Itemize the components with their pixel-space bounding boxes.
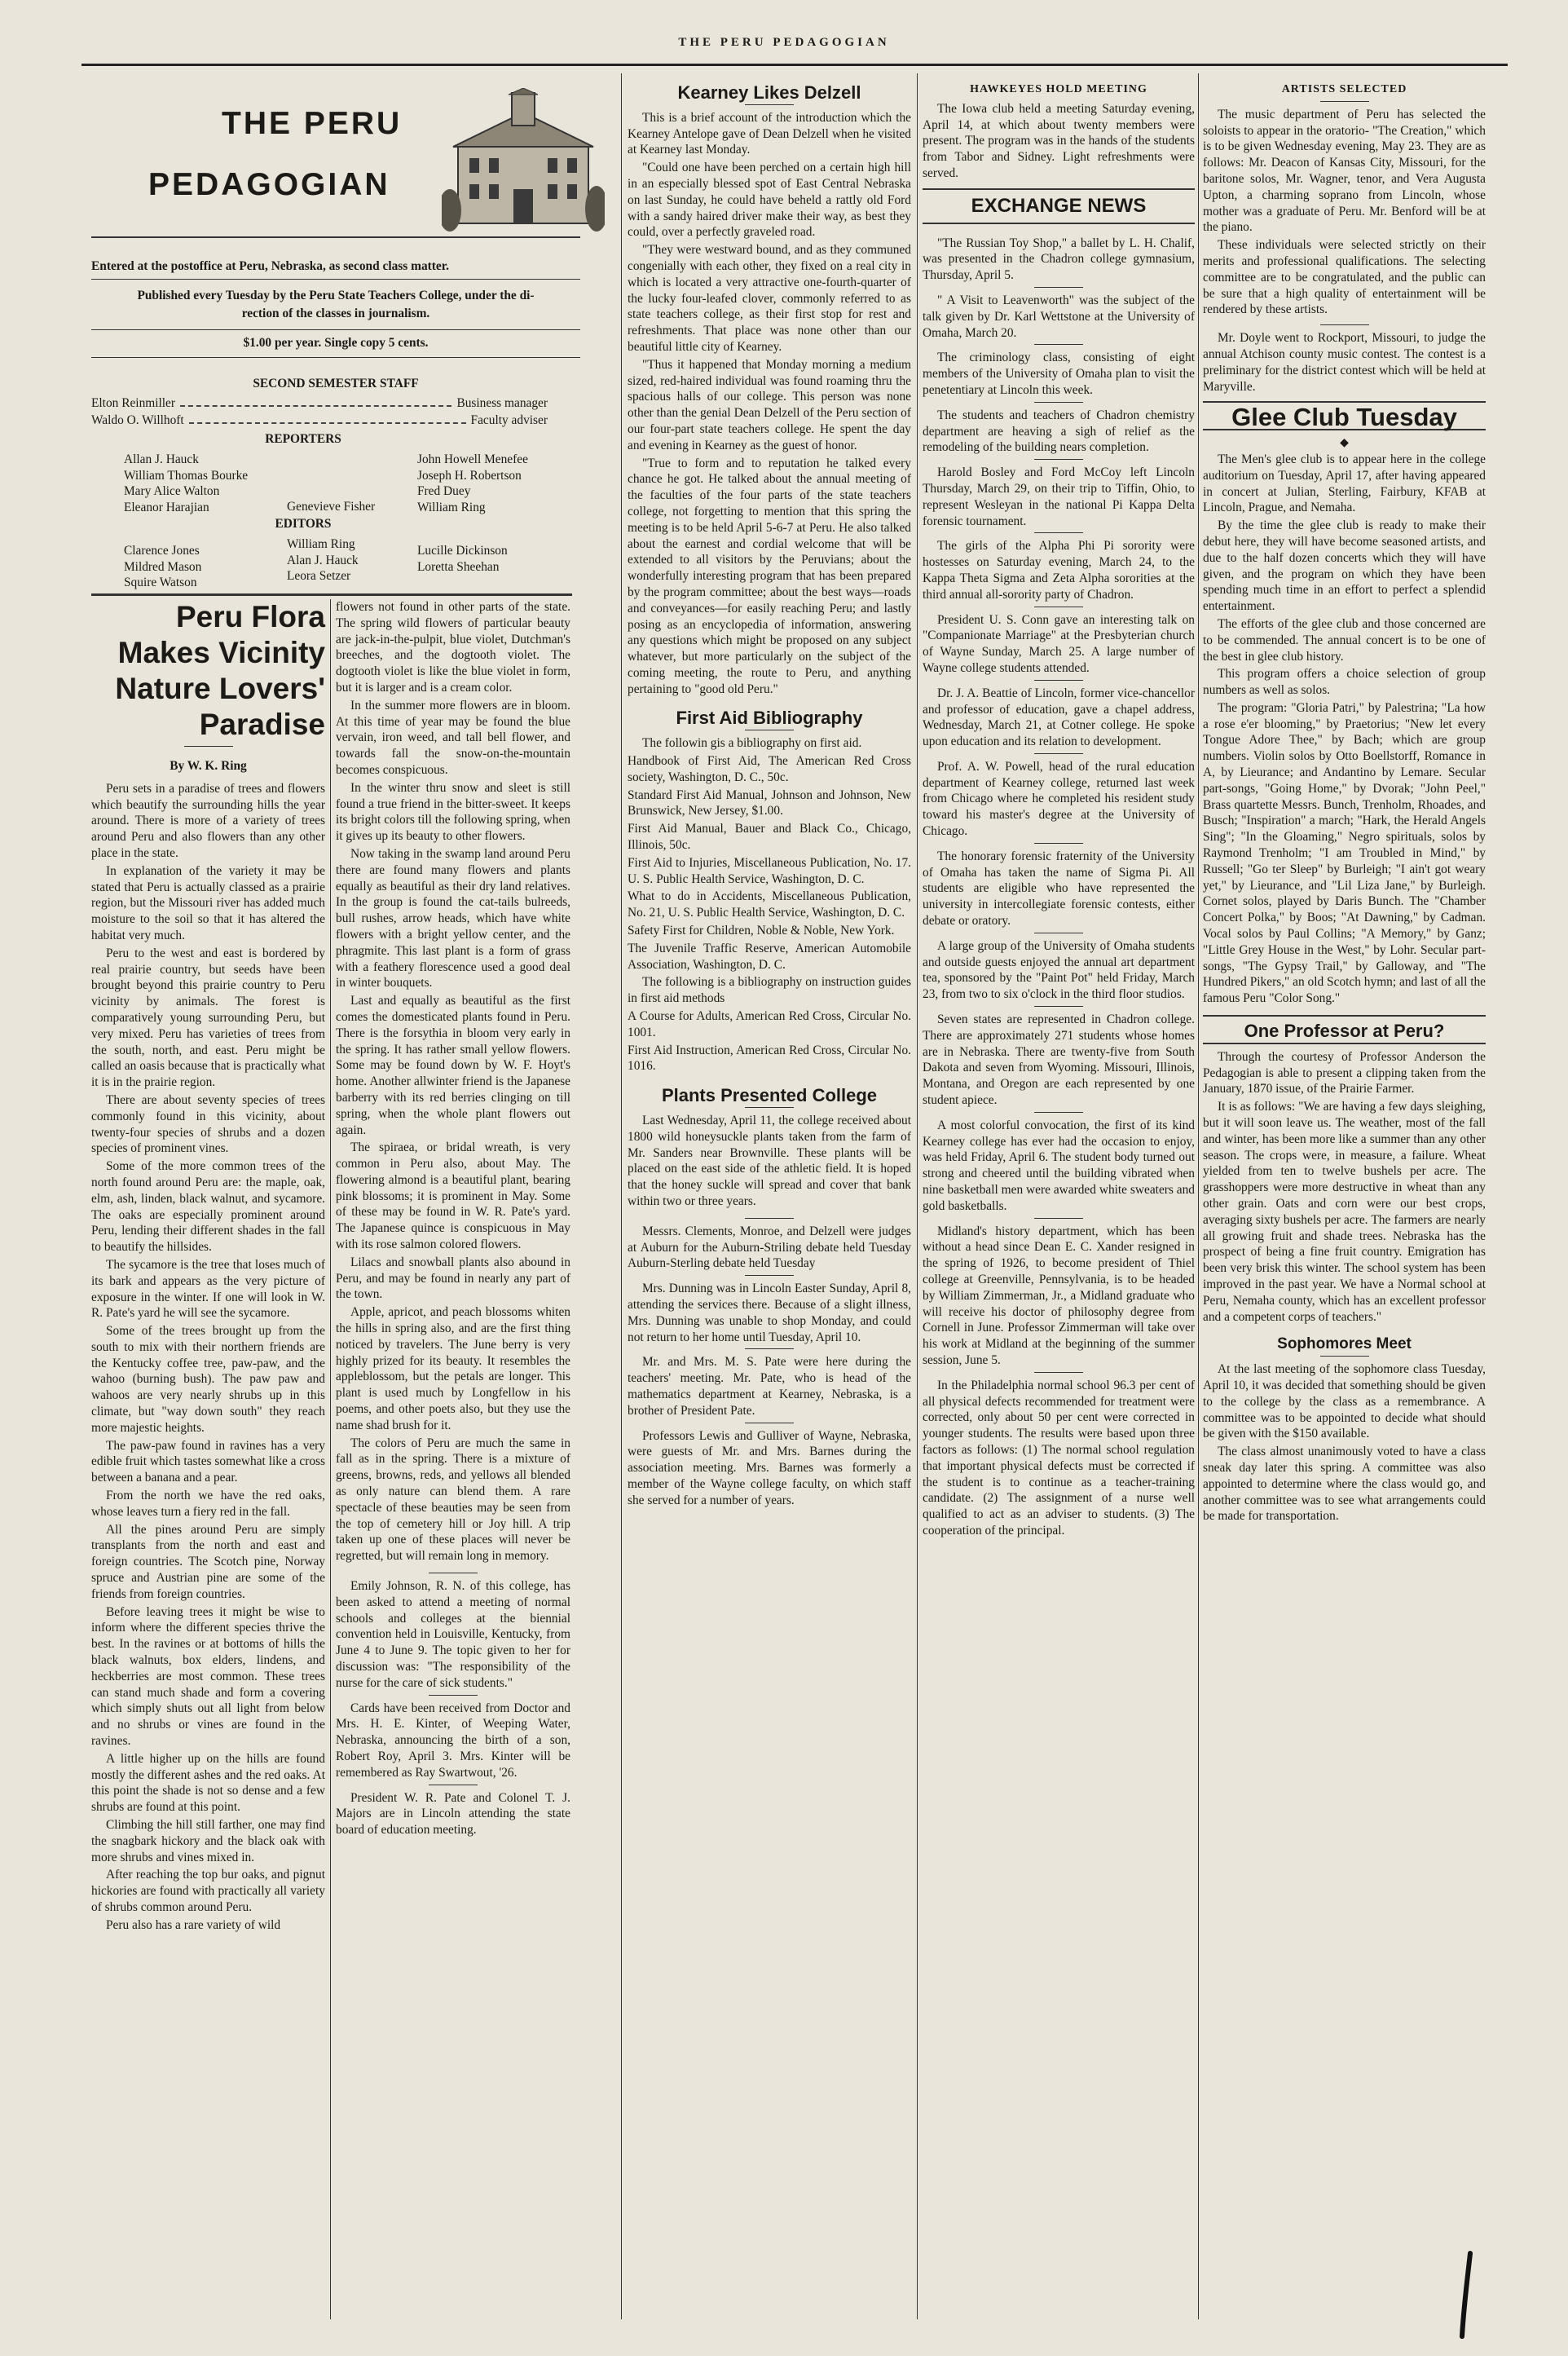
article-paragraph: "Thus it happened that Monday morning a medium sized, red-haired individual was found roaming thru the spacious halls of our college. This person was none other than the genial Dean Delzell of the Peru section of our four-part state teachers college. He spent the day and evening in Kearney as the guest of honor. bbox=[628, 357, 911, 452]
article-headline: Kearney Likes Delzell bbox=[677, 82, 861, 103]
article-headline: Glee Club Tuesday bbox=[1231, 403, 1457, 432]
exchange-item: The students and teachers of Chadron chemistry department are heaving a sigh of relief as the remodeling of the building nears completion. bbox=[923, 408, 1195, 455]
masthead-rule bbox=[91, 236, 580, 238]
exchange-item: " A Visit to Leavenworth" was the subject of the talk given by Dr. Karl Wettstone at the University of Omaha, March 20. bbox=[923, 293, 1195, 340]
bibliography-entry: The Juvenile Traffic Reserve, American Automobile Association, Washington, D. C. bbox=[628, 941, 911, 972]
article-paragraph: It is as follows: "We are having a few days sleighing, but it will soon leave us. The weather, most of the fall and winter, has been more like a summer than any other season. The crops were, in measure, a failure. Wheat yielded from ten to twelve bushels per acre. The grasshoppers were more destructive in wheat than any other grain. Oats and corn were our best crops, averaging sixty bushels per acre. The farmers are nearly all growing fruit and shade trees. Nebraska has the prospect of being a fine fruit country. Emigration has been very brisk this winter. The school system has been improved in the past year. We have a Normal school at Peru, Nemaha county, which has an excellent professor and a competent corps of teachers." bbox=[1203, 1100, 1486, 1324]
reporter-name: William Ring bbox=[417, 500, 486, 514]
article-headline: First Aid Bibliography bbox=[676, 708, 863, 729]
article-headline: HAWKEYES HOLD MEETING bbox=[970, 83, 1147, 95]
exchange-item: Prof. A. W. Powell, head of the rural education department of Kearney college, returned last week from Chicago where he completed his resident study toward his master's degree at the University of Chicago. bbox=[923, 759, 1195, 839]
article-paragraph: After reaching the top bur oaks, and pignut hickories are found with practically all variety of shrubs common around Peru. bbox=[91, 1868, 325, 1914]
editor-name: Loretta Sheehan bbox=[417, 559, 500, 574]
section-headline: EXCHANGE NEWS bbox=[971, 194, 1147, 217]
article-paragraph: The spiraea, or bridal wreath, is very common in Peru also, about May. The flowering almond is a beautiful plant, bearing pink blossoms; it is prominent in May. Some of these may be found in W. R. Pate's yard. The Japanese quince is conspicuous in May with its rose salmon colored flowers. bbox=[336, 1140, 570, 1252]
running-head: THE PERU PEDAGOGIAN bbox=[678, 36, 890, 49]
article-headline: One Professor at Peru? bbox=[1244, 1021, 1445, 1042]
article-paragraph: These individuals were selected strictly on their merits and professional qualifications. The selecting committee are to be congratulated, and the public can be sure that a high quality of entertainment will be rendered by these artists. bbox=[1203, 238, 1486, 317]
column-2 bbox=[336, 599, 570, 1840]
column-1 bbox=[91, 599, 325, 1935]
exchange-item: Dr. J. A. Beattie of Lincoln, former vice-chancellor and professor of education, gave a chapel address, Wednesday, March 21, at Cotner college. He spoke upon education and its relation to development. bbox=[923, 686, 1195, 749]
staff-heading: SECOND SEMESTER STAFF bbox=[253, 377, 419, 390]
header-rule bbox=[81, 64, 1508, 66]
exchange-item: Seven states are represented in Chadron college. There are approximately 271 students whose homes are in Nebraska. There are twenty-five from South Dakota and seven from Wyoming. Missouri, Illinois, Montana, and Oregon are each represented by one student apiece. bbox=[923, 1013, 1195, 1108]
bibliography-entry: Standard First Aid Manual, Johnson and Johnson, New Brunswick, New Jersey, $1.00. bbox=[628, 788, 911, 818]
entry-notice: Entered at the postoffice at Peru, Nebraska, as second class matter. bbox=[91, 259, 450, 273]
article-byline: By W. K. Ring bbox=[170, 759, 247, 773]
reporter-name: Genevieve Fisher bbox=[287, 500, 376, 514]
bibliography-entry: Safety First for Children, Noble & Noble, New York. bbox=[628, 924, 895, 938]
reporter-name: Mary Alice Walton bbox=[124, 484, 220, 499]
article-paragraph: Before leaving trees it might be wise to inform where the different species thrive the best. In the ravines or at bottoms of hills the black walnuts, box elders, lindens, and heckberries are most common. These trees can stand much shade and form a covering which simply shuts out all light from below and no shrubs or vines are found in the ravines. bbox=[91, 1604, 325, 1749]
masthead-bottom-rule bbox=[91, 593, 572, 596]
article-paragraph: The class almost unanimously voted to have a class sneak day later this spring. A committee was also appointed to determine where the class would go, and another committee was to see what arrangements could be made for transportation. bbox=[1203, 1445, 1486, 1524]
masthead-rule bbox=[91, 329, 580, 330]
bibliography-entry: First Aid Manual, Bauer and Black Co., Chicago, Illinois, 50c. bbox=[628, 822, 911, 853]
exchange-item: The criminology class, consisting of eight members of the University of Omaha plan to visit the penetentiary at Lincoln this week. bbox=[923, 351, 1195, 397]
exchange-item: Harold Bosley and Ford McCoy left Lincoln Thursday, March 29, on their trip to Tiffin, Ohio, to represent Wesleyan in the national Pi Kappa Delta forensic tournament. bbox=[923, 465, 1195, 528]
reporter-name: Allan J. Hauck bbox=[124, 452, 199, 466]
editor-name: Squire Watson bbox=[124, 576, 197, 590]
article-paragraph: Apple, apricot, and peach blossoms whiten the hills in spring also, and are the first thing noticed by travelers. The June berry is very highly prized for its beauty. It resembles the appleblossom, but the petals are longer. This plant is used much by Longfellow in his poems, and other poets also, but they use the name shad brush for it. bbox=[336, 1305, 570, 1432]
column-rule bbox=[330, 599, 331, 2319]
article-paragraph: Some of the more common trees of the north found around Peru are: the maple, oak, elm, ash, linden, black walnut, and sycamore. The oaks are especially prominent around Peru, lending their different shades in the fall to beautify the hillsides. bbox=[91, 1159, 325, 1255]
article-paragraph: In the summer more flowers are in bloom. At this time of year may be found the blue vervain, iron weed, and tall bell flower, and towards fall the snow-on-the-mountain becomes conspicuous. bbox=[336, 698, 570, 777]
subscription-price: $1.00 per year. Single copy 5 cents. bbox=[243, 336, 429, 350]
article-paragraph: "They were westward bound, and as they communed congenially with each other, they fixed on a real city in which is located a very attractive one-fourth-quarter of the lucky four-leafed clover, commonly referred to as state teachers college, as their first stop for rest and refreshments. That place was none other than our beautiful little city of Kearney. bbox=[628, 243, 911, 354]
exchange-item: President U. S. Conn gave an interesting talk on "Companionate Marriage" at the Presbyterian church of Wayne Sunday, March 25. A large number of Wayne college students attended. bbox=[923, 612, 1195, 675]
article-headline: ARTISTS SELECTED bbox=[1281, 83, 1407, 95]
column-rule bbox=[1198, 73, 1199, 2319]
article-paragraph: The sycamore is the tree that loses much of its bark and appears as the very picture of exposure in the winter. If one will look in W. R. Pate's yard he will see the sycamore. bbox=[91, 1257, 325, 1321]
news-item: Cards have been received from Doctor and Mrs. H. E. Kinter, of Weeping Water, Nebraska, announcing the birth of a son, Robert Roy, April 3. Mrs. Kinter will be remembered as Ray Swartwout, '26. bbox=[336, 1701, 570, 1780]
exchange-item: The honorary forensic fraternity of the University of Omaha has taken the name of Sigma Pi. All students are eligible who have represented the university in intercollegiate forensic contests, either debate or oratory. bbox=[923, 849, 1195, 929]
masthead-rule bbox=[91, 357, 580, 358]
publication-notice: rection of the classes in journalism. bbox=[241, 307, 430, 320]
article-paragraph: In the winter thru snow and sleet is still found a true friend in the bitter-sweet. It keeps its bright colors till the following spring, when it gives up its beauty to other flowers. bbox=[336, 780, 570, 844]
column-rule bbox=[917, 73, 918, 2319]
article-paragraph: The program: "Gloria Patri," by Palestrina; "La how a rose e'er blooming," by Praetorius; "New let every Tongue Adore Thee," by Bach; which are group numbers. Violin solos by Otto Boellstorff, Romance in A, by Lieurance; and Andantino by Lemare. Secular part-songs, "Going Home," by Dvorak; "John Peel," Brass quartette Messrs. Bunch, Trenholm, Rhoades, and Busch; "Inspiration" a march; "Hark, the Herald Angels Sing"; "In the Gloaming," Negro spirituals, solos by Raymond Trenholm; "I am Troubled in Mind," by Russell; "Go ter Sleep" by Burleigh; "I ain't got weary yet," by Lieurance, and "Lil Liza Jane," by Burleigh. Cornet solos, played by Daris Bunch. The "Chamber Concert Polka," by Boos; "At Dawning," by Cadman. Vocal solos by Paul Collins; "A Memory," by Ganz; "Little Grey House in the West," by Lohr. Secular part-songs, "The Gypsy Trail," by Galloway, and "The Hundred Pikers," an old Scotch hymn; and last of all the famous Peru "Color Song." bbox=[1203, 700, 1486, 1006]
bibliography-entry: First Aid to Injuries, Miscellaneous Publication, No. 17. U. S. Public Health Service, Washington, D. C. bbox=[628, 855, 911, 886]
news-item: Professors Lewis and Gulliver of Wayne, Nebraska, were guests of Mr. and Mrs. Barnes during the association meeting. Mrs. Barnes was formerly a member of the Wayne college faculty, on which staff she served for a number of years. bbox=[628, 1428, 911, 1507]
article-paragraph: All the pines around Peru are simply transplants from the north and east and foreign countries. The Scotch pine, Norway spruce and Austrian pine are some of the friends from foreign countries. bbox=[91, 1522, 325, 1601]
staff-role: Business manager bbox=[456, 396, 548, 410]
college-building-illustration bbox=[442, 88, 605, 232]
article-paragraph: The paw-paw found in ravines has a very edible fruit which tastes somewhat like a cross between a banana and a pear. bbox=[91, 1438, 325, 1485]
exchange-item: Midland's history department, which has been without a head since Dean E. C. Xander resigned in the spring of 1926, to become president of Thiel college at Greenville, Pennsylvania, is to be headed by William Zimmerman, Jr., a Midland graduate who will receive his doctor of philosophy degree from Cornell in June. Professor Zimmerman will take over his work at Midland at the beginning of the summer session, June 5. bbox=[923, 1224, 1195, 1367]
reporter-name: Eleanor Harajian bbox=[124, 500, 209, 514]
article-paragraph: This is a brief account of the introduction which the Kearney Antelope gave of Dean Delzell when he visited at Kearney last Monday. bbox=[628, 110, 911, 157]
reporter-name: John Howell Menefee bbox=[417, 452, 528, 466]
news-item: Messrs. Clements, Monroe, and Delzell were judges at Auburn for the Auburn-Striling debate held Tuesday Auburn-Sterling debate held Tuesday bbox=[628, 1224, 911, 1271]
article-paragraph: Lilacs and snowball plants also abound in Peru, and may be found in nearly any part of the town. bbox=[336, 1255, 570, 1302]
column-rule bbox=[621, 73, 622, 2319]
news-item: Mr. and Mrs. M. S. Pate were here during the teachers' meeting. Mr. Pate, who is head of the mathematics department at Kearney, Nebraska, is a brother of President Pate. bbox=[628, 1355, 911, 1418]
article-paragraph: Climbing the hill still farther, one may find the snagbark hickory and the black oak with more shrubs and vines mixed in. bbox=[91, 1818, 325, 1864]
column-3 bbox=[628, 78, 911, 1511]
ink-mark bbox=[1456, 2250, 1480, 2340]
reporters-heading: REPORTERS bbox=[265, 432, 341, 446]
reporter-name: Joseph H. Robertson bbox=[417, 468, 522, 483]
bibliography-entry: What to do in Accidents, Miscellaneous Publication, No. 21, U. S. Public Health Service, Washington, D. C. bbox=[628, 889, 911, 920]
staff-name: Waldo O. Willhoft bbox=[91, 413, 184, 427]
article-paragraph: The Iowa club held a meeting Saturday evening, April 14, at which about twenty members were present. The program was in the hands of the students from Tabor and Sidney. Light refreshments were served. bbox=[923, 101, 1195, 180]
staff-row bbox=[91, 396, 548, 411]
article-paragraph: The efforts of the glee club and those concerned are to be commended. The annual concert is to be one of the best in glee club history. bbox=[1203, 616, 1486, 664]
article-paragraph: From the north we have the red oaks, whose leaves turn a fiery red in the fall. bbox=[91, 1489, 325, 1519]
bibliography-entry: The followin gis a bibliography on first aid. bbox=[642, 736, 862, 751]
news-item: Mr. Doyle went to Rockport, Missouri, to judge the annual Atchison county music contest. The contest is a preliminary for the district contest which will be held at Maryville. bbox=[1203, 331, 1486, 394]
article-paragraph: In explanation of the variety it may be stated that Peru is actually classed as a prairie region, but the Missouri river has added much moisture to the soil so that it has altered the habitat very much. bbox=[91, 863, 325, 942]
article-paragraph: Last and equally as beautiful as the first comes the domesticated plants found in Peru. There is the forsythia in bloom very early in the spring. It has rather small yellow flowers. Some may be found down by W. F. Hoyt's home. Another allwinter friend is the Japanese barberry with its red berries clinging on till spring, when the whole plant flowers out again. bbox=[336, 994, 570, 1137]
article-paragraph: Some of the trees brought up from the south to mix with their northern friends are the Kentucky coffee tree, paw-paw, and the wahoo (burning bush). The paw paw and wahoos are very nearly shrubs up in this climate, but "way down south" they reach more majestic heights. bbox=[91, 1324, 325, 1435]
article-headline: Sophomores Meet bbox=[1277, 1335, 1412, 1353]
article-paragraph: By the time the glee club is ready to make their debut here, they will have become seasoned artists, and due to the half dozen concerts which they will have given, and the program on which they have been spending much time in an effort to perfect a splendid entertainment. bbox=[1203, 518, 1486, 614]
article-paragraph: A little higher up on the hills are found mostly the different ashes and the red oaks. At this point the shade is not so dense and a few shrubs are found at this point. bbox=[91, 1751, 325, 1815]
publication-notice: Published every Tuesday by the Peru State Teachers College, under the di- bbox=[137, 289, 535, 302]
masthead-rule bbox=[91, 279, 580, 280]
exchange-item: A large group of the University of Omaha students and outside guests enjoyed the annual art department tea, sponsored by the "Paint Pot" held Friday, March 23, from two to six o'clock in the third floor studios. bbox=[923, 938, 1195, 1002]
masthead bbox=[91, 82, 580, 599]
staff-name: Elton Reinmiller bbox=[91, 396, 176, 410]
article-paragraph: "Could one have been perched on a certain high hill in an especially blessed spot of East Central Nebraska on last Sunday, he could have beheld a rattly old Ford with a sandy haired driver make their way, as best they could, over a perfectly graveled road. bbox=[628, 161, 911, 240]
editor-name: William Ring bbox=[287, 537, 355, 551]
article-paragraph: The Men's glee club is to appear here in the college auditorium on Tuesday, April 17, after having appeared in concert at Julian, Sterling, Fairbury, KFAB at Lincoln, Prague, and Nemaha. bbox=[1203, 452, 1486, 515]
column-4 bbox=[923, 78, 1195, 1541]
article-paragraph: Peru also has a rare variety of wild bbox=[106, 1917, 281, 1932]
editor-name: Mildred Mason bbox=[124, 559, 202, 574]
staff-role: Faculty adviser bbox=[470, 413, 548, 427]
article-paragraph: "True to form and to reputation he talked every chance he got. He talked about the annual meeting of the faculties of the four parts of the state teachers college, not forgetting to mention that this spring the meeting is to be held April 5-6-7 at Peru. He also talked about the earnest and cordial welcome that will be extended to all visitors by the Peruvians; about the wonderfully interesting program that has been prepared by the program committee; about the best ways—roads and conveyances—for easily reaching Peru; and lastly posing as an encyclopedia of information, answering any questions which might be proposed on any subject whatever, but more particularly on the subject of the coming meeting, the route to Peru, and anything pertaining to "good old Peru." bbox=[628, 456, 911, 696]
exchange-item: A most colorful convocation, the first of its kind Kearney college has ever had the occasion to enjoy, was held Friday, April 6. The student body turned out strong and cheered until the building vibrated when nine basketball men were awarded white sweaters and gold basketballs. bbox=[923, 1118, 1195, 1213]
bibliography bbox=[628, 735, 911, 1074]
article-paragraph: Through the courtesy of Professor Anderson the Pedagogian is able to present a clipping taken from the January, 1870 issue, of the Prairie Farmer. bbox=[1203, 1049, 1486, 1096]
news-item: Mrs. Dunning was in Lincoln Easter Sunday, April 8, attending the services there. Because of a slight illness, Mrs. Dunning was unable to shop Monday, and could not return to her home until Tuesday, April 10. bbox=[628, 1282, 911, 1344]
article-paragraph: Last Wednesday, April 11, the college received about 1800 wild honeysuckle plants taken from the farm of Mr. Sanders near Brownville. These plants will be placed on the east side of the athletic field. It is hoped that the honey suckle will spread and cover that bank within two or three years. bbox=[628, 1114, 911, 1208]
masthead-title: THE PERU bbox=[222, 106, 403, 141]
editor-name: Clarence Jones bbox=[124, 544, 200, 558]
reporter-name: Fred Duey bbox=[417, 484, 471, 499]
article-paragraph: Peru sets in a paradise of trees and flowers which beautify the surrounding hills the year around. There is more of a variety of trees around Peru and also flowers than any other place in the state. bbox=[91, 781, 325, 860]
column-5 bbox=[1203, 78, 1486, 1526]
news-item: President W. R. Pate and Colonel T. J. Majors are in Lincoln attending the state board of education meeting. bbox=[336, 1790, 570, 1838]
article-paragraph: The colors of Peru are much the same in fall as in the spring. There is a mixture of greens, browns, reds, and yellows all blended as only nature can blend them. A rare spectacle of these beauties may be seen from the top of cemetery hill or Joy hill. A trip taken up one of these places will never be regretted, but will remain long in memory. bbox=[336, 1436, 570, 1564]
editors-heading: EDITORS bbox=[275, 517, 332, 531]
bibliography-entry: Handbook of First Aid, The American Red Cross society, Washington, D. C., 50c. bbox=[628, 754, 911, 784]
editor-name: Alan J. Hauck bbox=[287, 553, 359, 567]
news-item: Emily Johnson, R. N. of this college, has been asked to attend a meeting of normal schools and colleges at the biennial convention held in Louisville, Kentucky, from June 4 to June 9. The topic given to her for discussion was: "The responsibility of the nurse for the care of sick students." bbox=[336, 1579, 570, 1690]
article-paragraph: There are about seventy species of trees commonly found in this vicinity, about twenty-four species of shrubs and a dozen species of prominent vines. bbox=[91, 1092, 325, 1156]
article-paragraph: Peru to the west and east is bordered by real prairie country, but seeds have been brought beyond this prairie country to Peru vicinity by animals. The forest is comparatively young surrounding Peru, but very mixed. Peru has varieties of trees from the south, north, and east. Peru might be called an oasis because that is practically what it is in the prairie region. bbox=[91, 946, 325, 1090]
reporter-name: William Thomas Bourke bbox=[124, 468, 249, 483]
exchange-item: "The Russian Toy Shop," a ballet by L. H. Chalif, was presented in the Chadron college gymnasium, Thursday, April 5. bbox=[923, 236, 1195, 283]
article-paragraph: The music department of Peru has selected the soloists to appear in the oratorio- "The Creation," which is to be given Wednesday evening, May 23. They are as follows: Mr. Deacon of Kansas City, Missouri, for the baritone solos, Mr. Wagner, tenor, and Vera Augusta Upton, a charming soprano from Lincoln, whose mother was a graduate of Peru. Mr. Benford will be at the piano. bbox=[1203, 107, 1486, 235]
bibliography-entry: The following is a bibliography on instruction guides in first aid methods bbox=[628, 975, 911, 1006]
ornament-icon: ◆ bbox=[1340, 437, 1349, 450]
masthead-title: PEDAGOGIAN bbox=[148, 167, 390, 202]
exchange-item: In the Philadelphia normal school 96.3 per cent of all physical defects recommended for treatment were corrected, only about 50 per cent were corrected in younger students. The results were based upon three factors as follows: (1) The normal school regulation that important physical defects must be corrected if the student is to continue as a teacher-training candidate. (2) The assignment of a nurse well qualified to act as an adviser to students. (3) The cooperation of the principal. bbox=[923, 1378, 1195, 1538]
article-headline: Peru Flora Makes Vicinity Nature Lovers' Paradise bbox=[115, 600, 325, 741]
editor-name: Leora Setzer bbox=[287, 569, 351, 584]
article-paragraph: flowers not found in other parts of the state. The spring wild flowers of particular beauty are jack-in-the-pulpit, blue violet, Dutchman's breeches, and the dogtooth violet. The dogtooth violet is like the blue violet in form, but it is larger and is a cream color. bbox=[336, 600, 570, 695]
article-headline: Plants Presented College bbox=[661, 1085, 878, 1106]
article-paragraph: At the last meeting of the sophomore class Tuesday, April 10, it was decided that something should be given to the college by the class as a remembrance. A committee was to be appointed to decide what should be given with the $150 available. bbox=[1203, 1362, 1486, 1441]
editor-name: Lucille Dickinson bbox=[417, 544, 508, 558]
article-paragraph: This program offers a choice selection of group numbers as well as solos. bbox=[1203, 667, 1486, 698]
exchange-item: The girls of the Alpha Phi Pi sorority were hostesses on Saturday evening, March 24, to the Kappa Theta Sigma and Zeta Alpha sororities at the third annual all-sorority party of Chadron. bbox=[923, 539, 1195, 602]
article-paragraph: Now taking in the swamp land around Peru there are found many flowers and plants equally as beautiful as their dry land relatives. In the group is found the cat-tails bulreeds, bull rushes, arrow heads, which have white flowers with a bright yellow center, and the phragmite. This last plant is a form of grass with a feathery florescence used a good deal in winter bouquets. bbox=[336, 846, 570, 990]
bibliography-entry: First Aid Instruction, American Red Cross, Circular No. 1016. bbox=[628, 1043, 911, 1074]
bibliography-entry: A Course for Adults, American Red Cross, Circular No. 1001. bbox=[628, 1009, 911, 1039]
staff-row bbox=[91, 413, 548, 428]
